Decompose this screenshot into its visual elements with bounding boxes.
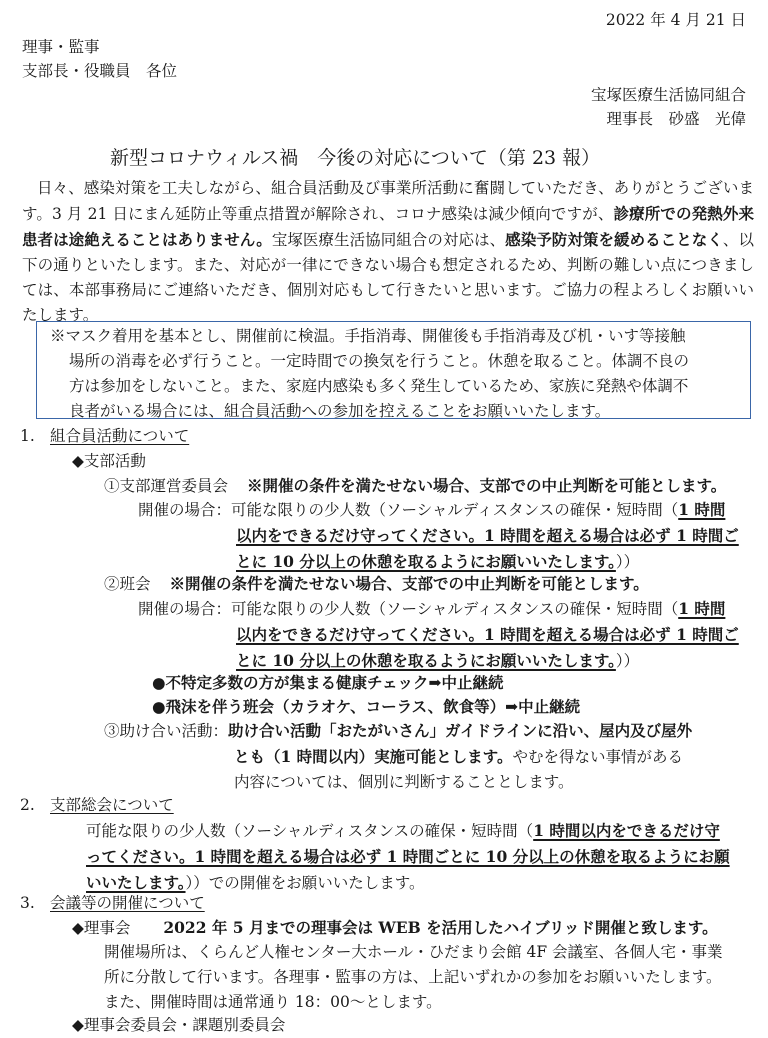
- bullet-health-check: ●不特定多数の方が集まる健康チェック➡中止継続: [152, 673, 504, 692]
- item2-cond-bold-3: とに 10 分以上の休憩を取るようにお願いいたします。: [236, 651, 616, 670]
- item2-cond-bold-2: 以内をできるだけ守ってください。1 時間を超える場合は必ず 1 時間ご: [236, 625, 739, 644]
- board-meeting-details: [104, 940, 723, 1015]
- item2-cond-end: ））: [615, 652, 640, 670]
- item3-bold-1: 助け合い活動「おたがいさん」ガイドラインに沿い、屋内及び屋外: [228, 721, 693, 740]
- item1-cond-bold-3: とに 10 分以上の休憩を取るようにお願いいたします。: [236, 552, 616, 571]
- item2-notice: ※開催の条件を満たせない場合、支部での中止判断を可能とします。: [169, 574, 649, 593]
- item1-cond-bold-1: 1 時間: [678, 500, 726, 519]
- section-1-number: 1.: [20, 427, 35, 445]
- notice-line-2: 場所の消毒を必ず行うこと。一定時間での換気を行うこと。休憩を取ること。体調不良の: [69, 352, 690, 370]
- item1-condition: [138, 497, 739, 575]
- item1-label: ①支部運営委員会: [104, 477, 229, 495]
- bullet-group-meeting: ●飛沫を伴う班会（カラオケ、コーラス、飲食等）➡中止継続: [152, 697, 581, 716]
- item1-row: [104, 473, 726, 499]
- board-meeting-label: ◆理事会: [72, 919, 131, 937]
- item1-cond-label: 開催の場合：: [138, 501, 232, 519]
- board-meeting-line-2: 所に分散して行います。各理事・監事の方は、上記いずれかの参加をお願いいたします。: [104, 968, 722, 986]
- section-2-heading: [20, 793, 174, 818]
- item3-bold-2: とも（1 時間以内）実施可能とします。: [234, 747, 513, 766]
- section-2-number: 2.: [20, 796, 35, 814]
- item3-label: ③助け合い活動：: [104, 722, 229, 740]
- section-3-title: 会議等の開催について: [50, 894, 205, 912]
- item3-text-3: 内容については、個別に判断することとします。: [234, 773, 574, 791]
- board-meeting-line-3: また、開催時間は通常通り 18：00～とします。: [104, 993, 442, 1011]
- section-2-title: 支部総会について: [50, 796, 174, 814]
- intro-text-3: 、以下の通りといたします。また、対応が一律にできない場合も想定されるため、判断の難しい点につきましては、本部事務局にご連絡いただき、個別対応もして行きたいと思います。ご協力の程よろしくお願いいたします。: [22, 231, 754, 324]
- item3-block: [104, 718, 692, 795]
- document-date: 2022 年 4 月 21 日: [605, 11, 746, 29]
- sender-organization: 宝塚医療生活協同組合: [590, 86, 746, 104]
- section-1-sub-branch: ◆支部活動: [72, 452, 146, 470]
- item2-cond-bold-1: 1 時間: [678, 599, 726, 618]
- item2-cond-text: 可能な限りの少人数（ソーシャルディスタンスの確保・短時間（: [231, 600, 679, 618]
- item1-cond-text: 可能な限りの少人数（ソーシャルディスタンスの確保・短時間（: [231, 501, 679, 519]
- intro-paragraph: [22, 176, 754, 328]
- item1-cond-end: ））: [615, 553, 640, 571]
- notice-text: [50, 324, 745, 424]
- sender-name: 理事長 砂盛 光偉: [606, 110, 746, 128]
- notice-line-4: 良者がいる場合には、組合員活動への参加を控えることをお願いいたします。: [69, 402, 611, 420]
- recipient-line-2: 支部長・役職員 各位: [22, 62, 178, 80]
- section-3-number: 3.: [20, 894, 35, 912]
- item3-text-2: やむを得ない事情がある: [512, 748, 683, 766]
- section-3-heading: [20, 891, 205, 916]
- intro-bold-2: 感染予防対策を緩めることなく: [505, 230, 723, 249]
- document-title: 新型コロナウィルス禍 今後の対応について（第 23 報）: [110, 147, 601, 169]
- section-2-text-1: 可能な限りの少人数（ソーシャルディスタンスの確保・短時間（: [86, 822, 534, 840]
- board-meeting-line-1: 開催場所は、くらんど人権センター大ホール・ひだまり会館 4F 会議室、各個人宅・事業: [104, 943, 723, 961]
- item1-notice: ※開催の条件を満たせない場合、支部での中止判断を可能とします。: [246, 476, 727, 495]
- item2-cond-label: 開催の場合：: [138, 600, 232, 618]
- intro-bold-1: 診療所での発熱外来患者は途絶えることはありません。: [22, 204, 754, 249]
- section-2-bold-3: いいたします。: [86, 873, 186, 892]
- section-2-bold-1: 1 時間以内をできるだけ守: [533, 821, 720, 840]
- notice-line-1: ※マスク着用を基本とし、開催前に検温。手指消毒、開催後も手指消毒及び机・いす等接触: [50, 327, 686, 345]
- item2-row: [104, 571, 649, 597]
- intro-text-1: 日々、感染対策を工夫しながら、組合員活動及び事業所活動に奮闘していただき、ありがとうございます。3 月 21 日にまん延防止等重点措置が解除され、コロナ感染は減少傾向ですが、: [22, 179, 754, 223]
- intro-text-2: 宝塚医療生活協同組合の対応は、: [271, 231, 506, 249]
- board-meeting-row: [72, 915, 718, 941]
- section-2-bold-2: ってください。1 時間を超える場合は必ず 1 時間ごとに 10 分以上の休憩を取るようにお願: [86, 847, 730, 866]
- board-meeting-notice: 2022 年 5 月までの理事会は WEB を活用したハイブリッド開催と致します。: [163, 918, 718, 937]
- item1-cond-bold-2: 以内をできるだけ守ってください。1 時間を超える場合は必ず 1 時間ご: [236, 526, 739, 545]
- section-2-text-end: ））での開催をお願いいたします。: [185, 874, 425, 892]
- section-1-heading: [20, 424, 189, 449]
- notice-line-3: 方は参加をしないこと。また、家庭内感染も多く発生しているため、家族に発熱や体調不: [69, 377, 689, 395]
- item2-condition: [138, 596, 739, 674]
- committee-heading: ◆理事会委員会・課題別委員会: [72, 1016, 286, 1034]
- recipient-line-1: 理事・監事: [22, 38, 100, 56]
- section-1-title: 組合員活動について: [50, 427, 190, 445]
- section-2-body: [86, 818, 730, 896]
- item2-label: ②班会: [104, 575, 151, 593]
